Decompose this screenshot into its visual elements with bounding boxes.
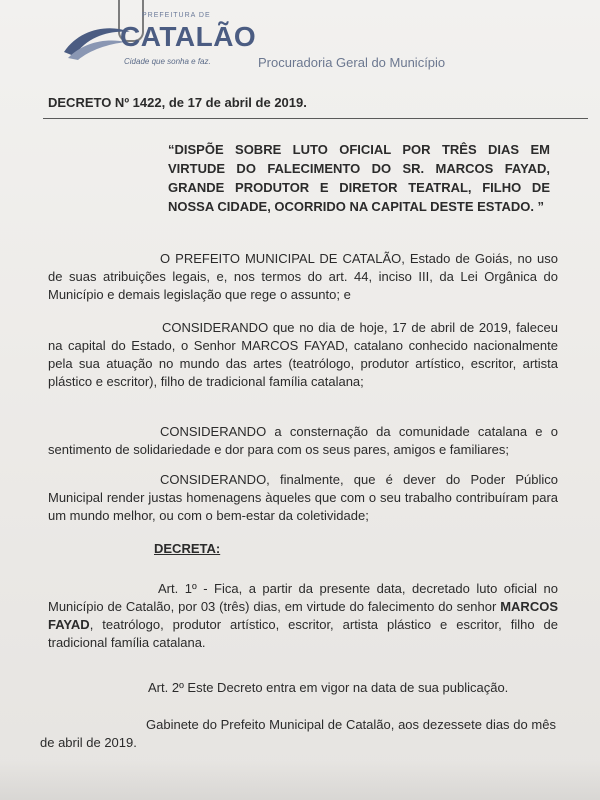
page-shadow: [0, 760, 600, 800]
closing-paragraph: Gabinete do Prefeito Municipal de Catalão, aos dezessete dias do mês de abril de 2019.: [40, 717, 556, 750]
considerando-paragraph-1: CONSIDERANDO que no dia de hoje, 17 de abril de 2019, faleceu na capital do Estado, o Senhor MARCOS FAYAD, catalano conhecido nacionalmente pela sua atuação no mundo das artes (teatrólogo, produtor artístico, escritor, artista plástico e escritor), filho de tradicional família catalana;: [48, 320, 558, 389]
title-underline: [43, 118, 588, 119]
organization-name: Procuradoria Geral do Município: [258, 55, 446, 70]
logo-tagline: Cidade que sonha e faz.: [124, 57, 211, 66]
article-1-text-after: , teatrólogo, produtor artístico, escritor, artista plástico e escritor, filho de tradicional família catalana.: [48, 617, 558, 650]
considerando-paragraph-2: CONSIDERANDO a consternação da comunidade catalana e o sentimento de solidariedade e dor para com os seus pares, amigos e familiares;: [48, 424, 558, 457]
preamble-paragraph: O PREFEITO MUNICIPAL DE CATALÃO, Estado de Goiás, no uso de suas atribuições legais, e, nos termos do art. 44, inciso III, da Lei Orgânica do Município e demais legislação que rege o assunto; e: [48, 251, 558, 302]
city-logo: [62, 8, 262, 70]
article-2-paragraph: Art. 2º Este Decreto entra em vigor na data de sua publicação.: [148, 680, 509, 695]
decree-ementa: “DISPÕE SOBRE LUTO OFICIAL POR TRÊS DIAS EM VIRTUDE DO FALECIMENTO DO SR. MARCOS FAYAD, GRANDE PRODUTOR E DIRETOR TEATRAL, FILHO DE NOSSA CIDADE, OCORRIDO NA CAPITAL DESTE ESTADO. ”: [168, 142, 550, 214]
article-1-paragraph: [48, 580, 558, 652]
logo-name: CATALÃO: [120, 21, 257, 52]
considerando-paragraph-3: CONSIDERANDO, finalmente, que é dever do Poder Público Municipal render justas homenagens àqueles que com o seu trabalho contribuíram para um mundo melhor, ou com o bem-estar da coletividade;: [48, 472, 558, 523]
logo-small-text: PREFEITURA DE: [142, 12, 211, 19]
article-1-name: MARCOS FAYAD: [48, 599, 558, 632]
decreta-heading: DECRETA:: [154, 541, 221, 556]
article-1-text-before: Art. 1º - Fica, a partir da presente data, decretado luto oficial no Município de Catalão, por 03 (três) dias, em virtude do falecimento do senhor: [48, 581, 558, 614]
decree-title: DECRETO Nº 1422, de 17 de abril de 2019.: [48, 95, 307, 110]
